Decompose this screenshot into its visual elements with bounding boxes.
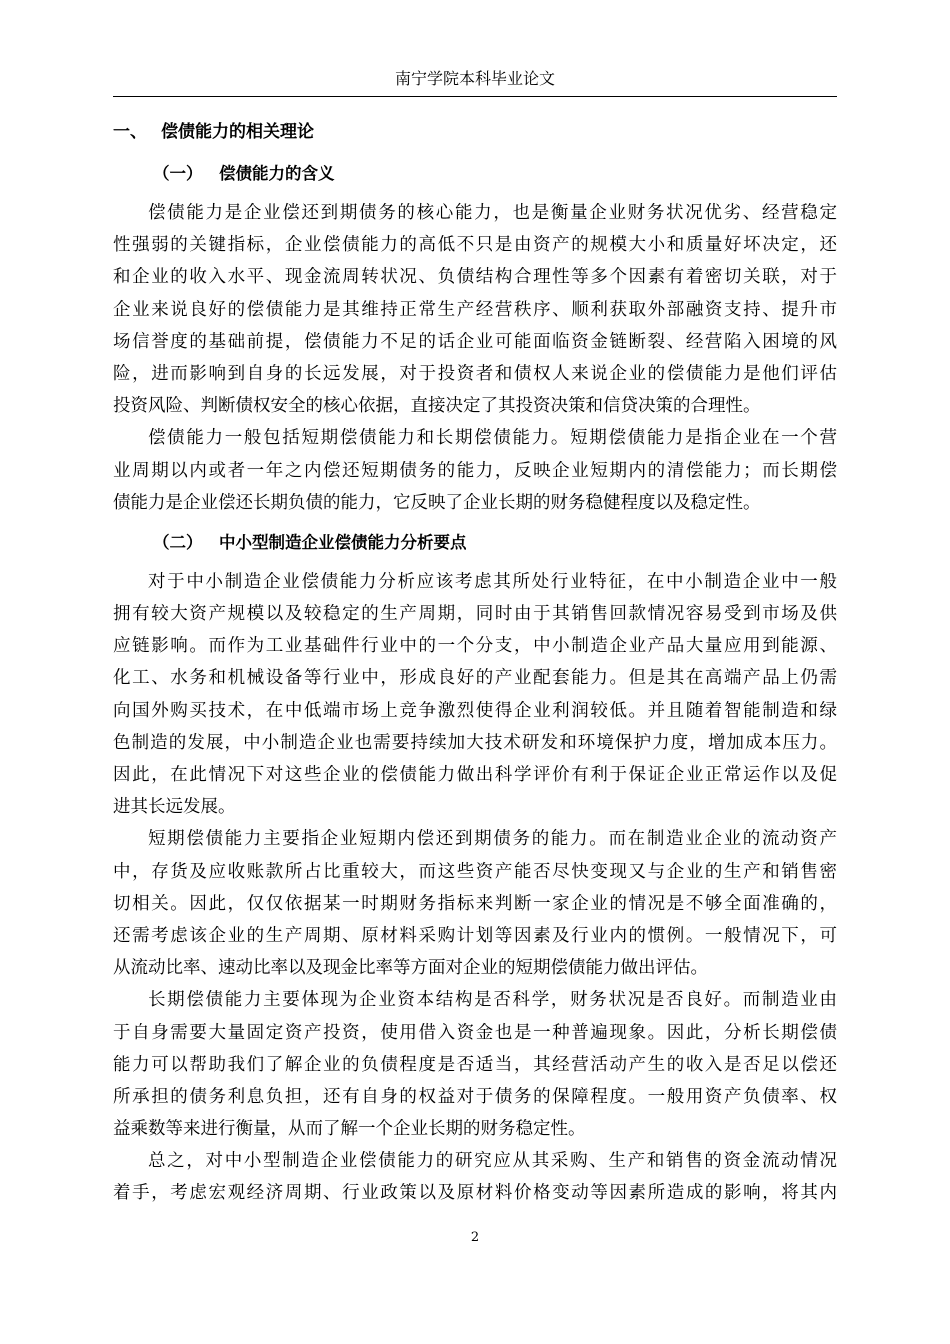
text-line: 因此，在此情况下对这些企业的偿债能力做出科学评价有利于保证企业正常运作以及促 [113,765,837,785]
paragraph [113,566,837,824]
subsection-heading [113,525,837,561]
running-header: 南宁学院本科毕业论文 [394,69,555,88]
text-line: 偿债能力是企业偿还到期债务的核心能力，也是衡量企业财务状况优劣、经营稳定 [148,203,837,223]
text-line: 拥有较大资产规模以及较稳定的生产周期，同时由于其销售回款情况容易受到市场及供 [113,604,837,625]
section-number: 一、 [113,122,147,142]
text-line: 中，存货及应收账款所占比重较大，而这些资产能否尽快变现又与企业的生产和销售密 [113,861,837,882]
subsection-heading [113,156,837,192]
text-line: 化工、水务和机械设备等行业中，形成良好的产业配套能力。但是其在高端产品上仍需 [113,668,837,689]
text-line: 总之，对中小型制造企业偿债能力的研究应从其采购、生产和销售的资金流动情况 [148,1151,837,1172]
page-body [113,114,837,1210]
text-line: 偿债能力一般包括短期偿债能力和长期偿债能力。短期偿债能力是指企业在一个营 [148,428,837,449]
section-title: 偿债能力的相关理论 [161,122,314,142]
text-line: 短期偿债能力主要指企业短期内偿还到期债务的能力。而在制造业企业的流动资产 [148,829,837,850]
text-line: 长期偿债能力主要体现为企业资本结构是否科学，财务状况是否良好。而制造业由 [148,990,837,1011]
text-line: 对于中小制造企业偿债能力分析应该考虑其所处行业特征，在中小制造企业中一般 [148,571,837,592]
text-line: 于自身需要大量固定资产投资，使用借入资金也是一种普遍现象。因此，分析长期偿债 [113,1022,837,1043]
paragraph [113,984,837,1145]
text-line: 还需考虑该企业的生产周期、原材料采购计划等因素及行业内的惯例。一般情况下，可 [113,925,837,946]
text-line: 应链影响。而作为工业基础件行业中的一个分支，中小制造企业产品大量应用到能源、 [113,636,837,657]
paragraph [113,197,837,422]
text-line: 从流动比率、速动比率以及现金比率等方面对企业的短期偿债能力做出评估。 [113,958,708,979]
text-line: 企业来说良好的偿债能力是其维持正常生产经营秩序、顺利获取外部融资支持、提升市 [113,299,837,320]
text-line: 色制造的发展，中小制造企业也需要持续加大技术研发和环境保护力度，增加成本压力。 [113,732,837,753]
text-line: 能力可以帮助我们了解企业的负债程度是否适当，其经营活动产生的收入是否足以偿还 [113,1054,837,1075]
paragraph [113,1145,837,1209]
text-line: 性强弱的关键指标，企业偿债能力的高低不只是由资产的规模大小和质量好坏决定，还 [113,235,837,256]
text-line: 险，进而影响到自身的长远发展，对于投资者和债权人来说企业的偿债能力是他们评估 [113,363,837,384]
text-line: 切相关。因此，仅仅依据某一时期财务指标来判断一家企业的情况是不够全面准确的， [113,893,837,914]
paragraph [113,422,837,519]
text-line: 向国外购买技术，在中低端市场上竞争激烈使得企业利润较低。并且随着智能制造和绿 [113,700,837,721]
subsection-number: （一） [153,164,203,183]
text-line: 着手，考虑宏观经济周期、行业政策以及原材料价格变动等因素所造成的影响，将其内 [113,1183,837,1204]
text-line: 债能力是企业偿还长期负债的能力，它反映了企业长期的财务稳健程度以及稳定性。 [113,492,761,513]
subsection-title: 偿债能力的含义 [219,164,335,183]
text-line: 投资风险、判断债权安全的核心依据，直接决定了其投资决策和信贷决策的合理性。 [113,396,761,417]
text-line: 业周期以内或者一年之内偿还短期债务的能力，反映企业短期内的清偿能力；而长期偿 [113,460,837,481]
section-heading [113,114,837,150]
subsection-number: （二） [153,532,203,552]
text-line: 和企业的收入水平、现金流周转状况、负债结构合理性等多个因素有着密切关联，对于 [113,267,837,288]
header-rule [113,96,837,97]
text-line: 场信誉度的基础前提，偿债能力不足的话企业可能面临资金链断裂、经营陷入困境的风 [113,331,837,352]
text-line: 进其长远发展。 [113,797,236,818]
text-line: 所承担的债务利息负担，还有自身的权益对于债务的保障程度。一般用资产负债率、权 [113,1086,837,1107]
subsection-title: 中小型制造企业偿债能力分析要点 [219,532,467,552]
paragraph [113,823,837,984]
text-line: 益乘数等来进行衡量，从而了解一个企业长期的财务稳定性。 [113,1119,586,1140]
page-number: 2 [470,1230,480,1245]
